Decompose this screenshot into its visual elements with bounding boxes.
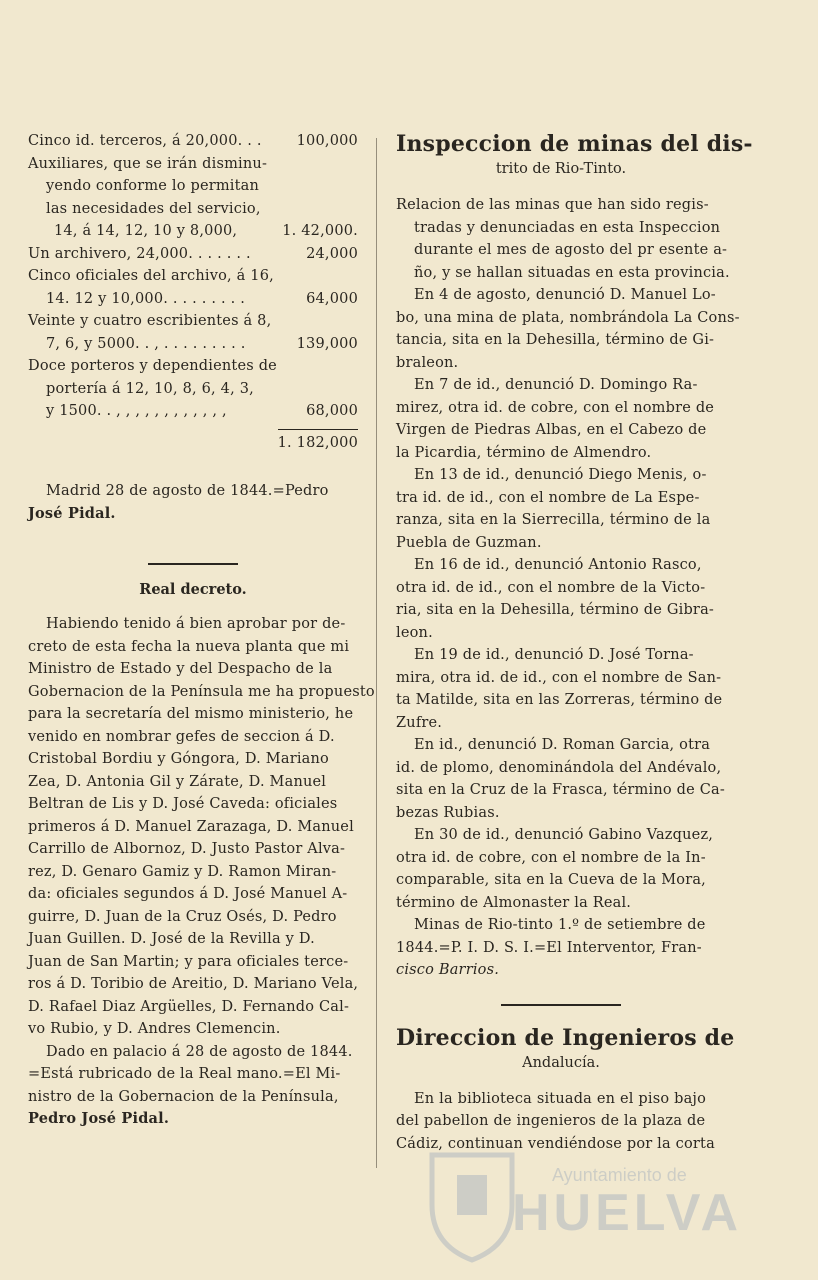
report-line: Minas de Rio-tinto 1.º de setiembre de xyxy=(414,917,706,933)
budget-row: Un archivero, 24,000. . . . . . . 24,000 xyxy=(28,245,358,262)
budget-total: 1. 182,000 xyxy=(277,434,358,451)
report-line: En 16 de id., denunció Antonio Rasco, xyxy=(414,557,702,573)
report-line: otra id. de cobre, con el nombre de la In- xyxy=(396,849,706,866)
decree-line: nistro de la Gobernacion de la Península, xyxy=(28,1088,339,1105)
budget-row: portería á 12, 10, 8, 6, 4, 3, xyxy=(46,380,254,397)
report-line: Relacion de las minas que han sido regis- xyxy=(396,197,709,213)
section-subheading: Andalucía. xyxy=(522,1054,600,1071)
budget-table xyxy=(28,130,358,454)
budget-row: Veinte y cuatro escribientes á 8, xyxy=(28,313,272,329)
total-rule xyxy=(278,429,358,430)
report-line: leon. xyxy=(396,624,433,641)
decree-line: Carrillo de Albornoz, D. Justo Pastor Alva- xyxy=(28,841,346,857)
decree-line: vo Rubio, y D. Andres Clemencin. xyxy=(28,1021,281,1037)
report-line: En 13 de id., denunció Diego Menis, o- xyxy=(414,467,707,483)
decree-line: Habiendo tenido á bien aprobar por de- xyxy=(46,616,346,632)
budget-row: yendo conforme lo permitan xyxy=(46,178,260,194)
budget-row: Cinco oficiales del archivo, á 16, xyxy=(28,268,274,284)
report-line: id. de plomo, denominándola del Andévalo, xyxy=(396,759,722,776)
decree-line: Zea, D. Antonia Gil y Zárate, D. Manuel xyxy=(28,773,327,790)
report-line: sita en la Cruz de la Frasca, término de Ca- xyxy=(396,782,725,798)
signature-block xyxy=(28,480,358,525)
report-line: ria, sita en la Dehesilla, término de Gibra- xyxy=(396,602,715,618)
column-divider xyxy=(376,138,377,1168)
decree-line: Ministro de Estado y del Despacho de la xyxy=(28,661,333,677)
decree-line: =Está rubricado de la Real mano.=El Mi- xyxy=(28,1066,341,1082)
budget-row: Auxiliares, que se irán disminu- xyxy=(28,155,268,172)
report-line: En 19 de id., denunció D. José Torna- xyxy=(414,647,694,663)
decree-line: venido en nombrar gefes de seccion á D. xyxy=(28,728,335,745)
budget-row: 7, 6, y 5000. . , . . . . . . . . . 139,000 xyxy=(46,335,358,352)
report-line: Puebla de Guzman. xyxy=(396,534,542,551)
budget-row: 14, á 14, 12, 10 y 8,000, 1. 42,000. xyxy=(54,223,358,239)
section-separator xyxy=(501,1004,621,1006)
report-line: ta Matilde, sita en las Zorreras, término de xyxy=(396,692,723,708)
decree-line: Beltran de Lis y D. José Caveda: oficiales xyxy=(28,796,338,812)
decree-line: D. Rafael Diaz Argüelles, D. Fernando Cal- xyxy=(28,998,350,1015)
section-heading: Direccion de Ingenieros de xyxy=(396,1024,735,1051)
budget-row: Cinco id. terceros, á 20,000. . . 100,000 xyxy=(28,133,358,149)
report-line: tancia, sita en la Dehesilla, término de Gi- xyxy=(396,332,715,348)
decree-line: ros á D. Toribio de Areitio, D. Mariano Vela, xyxy=(28,976,359,992)
report-line: comparable, sita en la Cueva de la Mora, xyxy=(396,872,706,888)
report-line: braleon. xyxy=(396,354,459,371)
decree-line: Gobernacion de la Península me ha propuesto xyxy=(28,683,375,700)
notice-line: En la biblioteca situada en el piso bajo xyxy=(414,1090,707,1107)
report-line: ño, y se hallan situadas en esta provincia. xyxy=(414,264,730,281)
report-line: durante el mes de agosto del pr esente a- xyxy=(414,242,728,258)
report-line: Virgen de Piedras Albas, en el Cabezo de xyxy=(396,422,707,438)
section-separator xyxy=(148,563,238,565)
report-line: En 30 de id., denunció Gabino Vazquez, xyxy=(414,827,714,843)
left-column xyxy=(28,130,375,1131)
decree-line: Dado en palacio á 28 de agosto de 1844. xyxy=(46,1043,353,1060)
report-line: tradas y denunciadas en esta Inspeccion xyxy=(414,219,721,236)
decree-line: Cristobal Bordiu y Góngora, D. Mariano xyxy=(28,751,329,767)
mines-report xyxy=(396,194,740,982)
watermark-line: Ayuntamiento de xyxy=(552,1165,687,1185)
report-line: En id., denunció D. Roman Garcia, otra xyxy=(414,737,711,753)
report-line: Zufre. xyxy=(396,714,443,731)
signature-line: Madrid 28 de agosto de 1844.=Pedro xyxy=(46,483,329,499)
decree-body xyxy=(28,613,375,1131)
report-line: la Picardia, término de Almendro. xyxy=(396,444,652,461)
decree-line: guirre, D. Juan de la Cruz Osés, D. Pedro xyxy=(28,908,337,925)
budget-row: y 1500. . , , , , , , , , , , , , 68,000 xyxy=(46,403,358,419)
report-line: bezas Rubias. xyxy=(396,804,500,821)
decree-line: da: oficiales segundos á D. José Manuel A- xyxy=(28,886,348,902)
report-line: ranza, sita en la Sierrecilla, término de la xyxy=(396,512,711,528)
notice-line: del pabellon de ingenieros de la plaza de xyxy=(396,1113,706,1129)
notice-line: Cádiz, continuan vendiéndose por la corta xyxy=(396,1135,715,1152)
report-line: cisco Barrios. xyxy=(396,962,500,978)
report-line: otra id. de id., con el nombre de la Victo- xyxy=(396,579,706,596)
section-heading: Inspeccion de minas del dis- xyxy=(396,131,753,157)
watermark-line: HUELVA xyxy=(512,1184,743,1242)
report-line: bo, una mina de plata, nombrándola La Cons- xyxy=(396,309,740,326)
decree-line: Juan Guillen. D. José de la Revilla y D. xyxy=(28,931,315,947)
report-line: En 7 de id., denunció D. Domingo Ra- xyxy=(414,377,698,393)
decree-line: para la secretaría del mismo ministerio, he xyxy=(28,706,354,722)
right-column xyxy=(396,130,753,1155)
decree-line: rez, D. Genaro Gamiz y D. Ramon Miran- xyxy=(28,863,337,880)
decree-title: Real decreto. xyxy=(139,581,247,598)
report-line: tra id. de id., con el nombre de La Espe- xyxy=(396,489,700,506)
decree-line: primeros á D. Manuel Zarazaga, D. Manuel xyxy=(28,818,354,835)
archive-watermark xyxy=(412,1145,792,1265)
budget-row: 14. 12 y 10,000. . . . . . . . . 64,000 xyxy=(46,290,358,307)
report-line: término de Almonaster la Real. xyxy=(396,894,632,911)
section-subheading: trito de Rio-Tinto. xyxy=(495,161,627,177)
decree-line: Juan de San Martin; y para oficiales terce- xyxy=(28,953,349,970)
report-line: 1844.=P. I. D. S. I.=El Interventor, Fran- xyxy=(396,939,702,956)
decree-line: Pedro José Pidal. xyxy=(28,1110,170,1127)
budget-row: las necesidades del servicio, xyxy=(46,200,261,217)
decree-line: creto de esta fecha la nueva planta que mi xyxy=(28,638,350,655)
signature-line: José Pidal. xyxy=(28,504,116,522)
report-line: mira, otra id. de id., con el nombre de San- xyxy=(396,669,722,686)
report-line: En 4 de agosto, denunció D. Manuel Lo- xyxy=(414,287,716,303)
report-line: mirez, otra id. de cobre, con el nombre de xyxy=(396,399,715,416)
budget-row: Doce porteros y dependientes de xyxy=(28,358,277,374)
